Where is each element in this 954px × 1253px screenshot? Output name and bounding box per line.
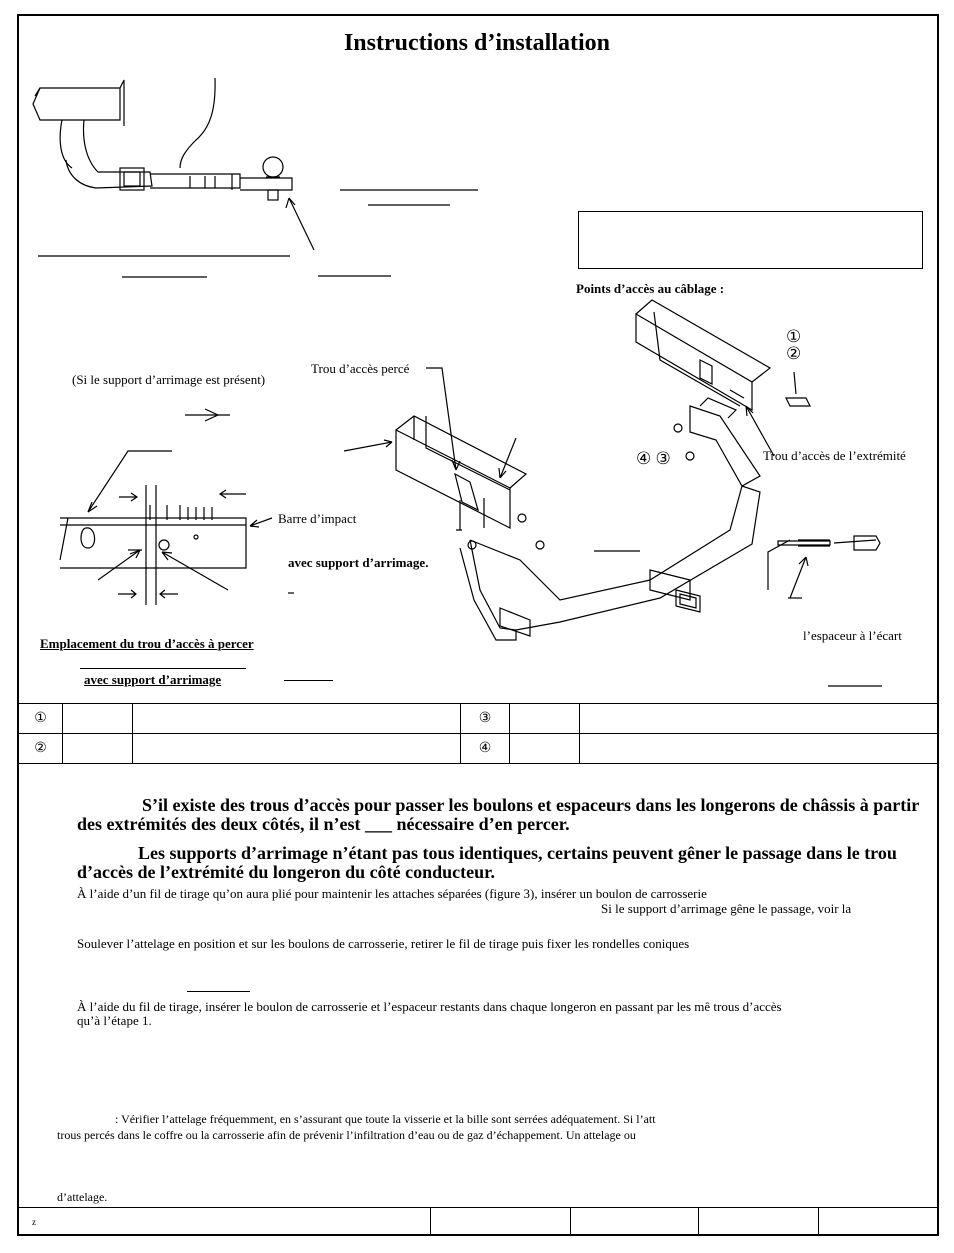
callout-1: ① (786, 327, 802, 346)
warning-line-2: trous percés dans le coffre ou la carrosserie afin de prévenir l’infiltration d’eau ou de gaz d’échappement. Un attelage ou (57, 1128, 636, 1142)
callout-2: ② (786, 344, 802, 363)
part-key: ③ (461, 704, 510, 734)
drill-location-label: Emplacement du trou d’accès à percer (40, 636, 254, 651)
part-key: ④ (461, 734, 510, 764)
frame-detail-figure (60, 451, 294, 605)
page-title: Instructions d’installation (343, 30, 611, 56)
warning-line-1: : Vérifier l’attelage fréquemment, en s’assurant que toute la visserie et la bille sont serrées adéquatement. Si l’att (115, 1112, 656, 1126)
underline-rule-3 (187, 991, 250, 992)
footer-cell (570, 1208, 698, 1237)
spacer-label: l’espaceur à l’écart (803, 628, 902, 643)
hitch-receiver-figure (460, 398, 760, 640)
footer-cell (430, 1208, 570, 1237)
frame-rail-end-figure (636, 300, 810, 456)
part-qty (63, 734, 133, 764)
support-present-label: (Si le support d’arrimage est présent) (72, 372, 266, 387)
instruction-para-3b: qu’à l’étape 1. (77, 1013, 152, 1028)
impact-bar-label: Barre d’impact (278, 511, 357, 526)
table-row (19, 704, 938, 734)
part-desc (133, 704, 461, 734)
end-hole-label: Trou d’accès de l’extrémité (763, 448, 906, 463)
part-qty (510, 704, 580, 734)
bolt-spacer-figure (768, 536, 882, 686)
part-desc (133, 734, 461, 764)
footer-cell (818, 1208, 938, 1237)
instruction-para-1b: Si le support d’arrimage gêne le passage, voir la (601, 901, 852, 916)
part-key: ② (19, 734, 63, 764)
instruction-para-2: Soulever l’attelage en position et sur les boulons de carrosserie, retirer le fil de tirage puis fixer les rondelles coniques (77, 936, 690, 951)
instruction-para-3: À l’aide du fil de tirage, insérer le boulon de carrosserie et l’espaceur restants dans chaque longeron en passant par les mê trous d’accès (77, 999, 782, 1014)
frame-rail-drilled-figure (344, 368, 526, 530)
drilled-hole-label: Trou d’accès percé (311, 361, 410, 376)
part-qty (510, 734, 580, 764)
with-support-label: avec support d’arrimage. (288, 555, 429, 570)
footer-cell (698, 1208, 818, 1237)
underline-rule-2 (284, 680, 333, 681)
wiring-points-label: Points d’accès au câblage : (576, 281, 725, 296)
with-support-label-2: avec support d’arrimage (84, 672, 222, 687)
underline-rule (80, 668, 246, 669)
footer-cell: z (18, 1208, 430, 1237)
warning-line-3: d’attelage. (57, 1190, 108, 1204)
instruction-step-a: S’il existe des trous d’accès pour passer les boulons et espaceurs dans les longerons de châssis à partir des extrémités des deux côtés, il n’est ___ nécessaire d’en percer. (77, 795, 919, 834)
instruction-step-b: Les supports d’arrimage n’étant pas tous identiques, certains peuvent gêner le passage dans le trou d’accès de l’extrémité du longeron du côté conducteur. (77, 843, 897, 882)
hitch-side-view-figure (33, 78, 292, 200)
part-key: ① (19, 704, 63, 734)
table-row (19, 734, 938, 764)
part-desc (580, 704, 938, 734)
part-desc (580, 734, 938, 764)
part-qty (63, 704, 133, 734)
wiring-note-box (578, 211, 923, 269)
callout-4-3: ④ ③ (636, 449, 671, 468)
instruction-para-1: À l’aide d’un fil de tirage qu’on aura plié pour maintenir les attaches séparées (figure 3), insérer un boulon de carrosserie (77, 886, 707, 901)
parts-table (18, 703, 938, 764)
footer-table (18, 1207, 938, 1236)
